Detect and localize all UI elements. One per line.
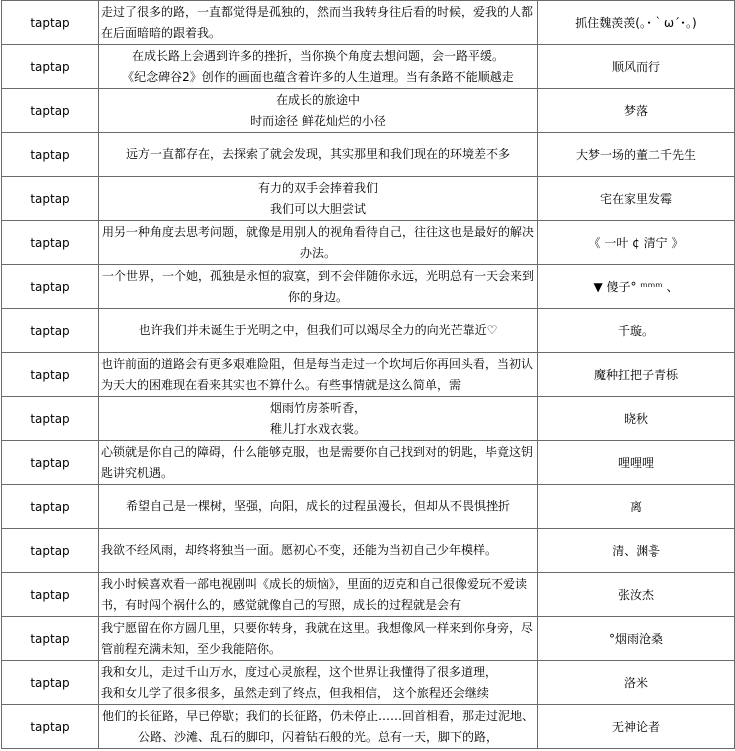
comment-line: 我小时候喜欢看一部电视剧叫《成长的烦恼》，里面的迈克和自己很像爱玩不爱读书，有时闯个祸什么的，感觉就像自己的写照，成长的过程就是会有 <box>101 576 528 612</box>
comment-cell <box>99 89 538 133</box>
author-cell: °烟雨沧桑 <box>538 617 735 661</box>
platform-cell: taptap <box>2 353 99 397</box>
comment-line: 我和女儿，走过千山万水，度过心灵旅程，这个世界让我懂得了很多道理， <box>101 664 498 679</box>
comment-text <box>101 46 535 88</box>
comment-cell <box>99 353 538 397</box>
comment-line: 希望自己是一棵树，坚强，向阳，成长的过程虽漫长，但却从不畏惧挫折 <box>125 499 510 513</box>
comment-text <box>101 496 535 517</box>
table-row <box>2 177 735 221</box>
table-row <box>2 441 735 485</box>
platform-cell: taptap <box>2 617 99 661</box>
comment-line: 走过了很多的路，一直都觉得是孤独的，然而当我转身往后看的时候，爱我的人都在后面暗暗的跟着我。 <box>101 4 534 40</box>
platform-cell: taptap <box>2 705 99 749</box>
comment-text <box>101 266 535 308</box>
comment-line: 在成长路上会遇到许多的挫折，当你换个角度去想问题，会一路平缓。 <box>131 48 504 63</box>
comment-text <box>101 178 535 220</box>
comment-cell <box>99 617 538 661</box>
comment-line: 我和女儿学了很多很多，虽然走到了终点，但我相信， 这个旅程还会继续 <box>101 685 489 700</box>
comment-cell <box>99 485 538 529</box>
comment-line: 在成长的旅途中 <box>275 92 360 107</box>
comment-text <box>101 662 535 704</box>
comment-text <box>101 222 535 264</box>
author-cell: 哩哩哩 <box>538 441 735 485</box>
comment-text <box>101 90 535 132</box>
table-row <box>2 265 735 309</box>
table-row <box>2 529 735 573</box>
platform-cell: taptap <box>2 89 99 133</box>
author-cell: 宅在家里发霉 <box>538 177 735 221</box>
platform-cell: taptap <box>2 661 99 705</box>
author-cell: 晓秋 <box>538 397 735 441</box>
platform-cell: taptap <box>2 529 99 573</box>
table-row <box>2 617 735 661</box>
table-row <box>2 309 735 353</box>
author-cell: 《 一叶 ¢ 清宁 》 <box>538 221 735 265</box>
platform-cell: taptap <box>2 441 99 485</box>
author-cell: ▼ 傻子° ᵐᵐᵐ 、 <box>538 265 735 309</box>
comment-text <box>101 354 535 396</box>
comment-line: 心锁就是你自己的障碍，什么能够克服，也是需要你自己找到对的钥匙，毕竟这钥匙讲究机遇。 <box>101 444 534 480</box>
comment-text <box>101 540 535 561</box>
platform-cell: taptap <box>2 397 99 441</box>
platform-cell: taptap <box>2 1 99 45</box>
table-row <box>2 133 735 177</box>
comment-line: 远方一直都存在，去探索了就会发现，其实那里和我们现在的环境差不多 <box>125 147 510 161</box>
platform-cell: taptap <box>2 45 99 89</box>
comment-line: 烟雨竹房茶听香， <box>269 400 366 415</box>
comment-line: 他们的长征路，早已停歇；我们的长征路，仍未停止……回首相看，那走过泥地、公路、沙滩、乱石的脚印，闪着钻石般的光。总有一天，脚下的路， <box>101 708 534 744</box>
comment-cell <box>99 309 538 353</box>
comment-line: 我们可以大胆尝试 <box>269 201 366 216</box>
comment-cell <box>99 45 538 89</box>
comment-line: 有力的双手会捧着我们 <box>257 180 378 195</box>
comment-line: 时而途径 鲜花灿烂的小径 <box>250 113 386 128</box>
comment-text <box>101 398 535 440</box>
author-cell: 大梦一场的董二千先生 <box>538 133 735 177</box>
comment-cell <box>99 705 538 749</box>
table-row <box>2 45 735 89</box>
author-cell: 清、渊흫 <box>538 529 735 573</box>
comment-cell <box>99 529 538 573</box>
platform-cell: taptap <box>2 309 99 353</box>
comment-line: 稚儿打水戏衣裳。 <box>269 421 366 436</box>
comments-table <box>1 0 735 749</box>
platform-cell: taptap <box>2 221 99 265</box>
author-cell: 顺风而行 <box>538 45 735 89</box>
table-row <box>2 89 735 133</box>
comment-cell <box>99 265 538 309</box>
comment-line: 用另一种角度去思考问题，就像是用别人的视角看待自己，往往这也是最好的解决办法。 <box>101 224 534 260</box>
platform-cell: taptap <box>2 133 99 177</box>
author-cell: 千璇。 <box>538 309 735 353</box>
author-cell: 魔种扛把子青栎 <box>538 353 735 397</box>
comment-cell <box>99 661 538 705</box>
comment-cell <box>99 177 538 221</box>
platform-cell: taptap <box>2 177 99 221</box>
comment-line: 也许我们并未诞生于光明之中，但我们可以竭尽全力的向光芒靠近♡ <box>138 323 498 337</box>
table-row <box>2 485 735 529</box>
table-row <box>2 705 735 749</box>
table-row <box>2 1 735 45</box>
table-row <box>2 661 735 705</box>
table-row <box>2 221 735 265</box>
author-cell: 洛米 <box>538 661 735 705</box>
comment-text <box>101 2 535 44</box>
comment-cell <box>99 573 538 617</box>
author-cell: 抓住魏羡羡(｡･｀ω´･｡) <box>538 1 735 45</box>
comment-line: 一个世界，一个她，孤独是永恒的寂寞，到不会伴随你永远，光明总有一天会来到你的身边。 <box>101 268 534 304</box>
comment-line: 《纪念碑谷2》创作的画面也蕴含着许多的人生道理。当有条路不能顺越走 <box>122 69 514 84</box>
comment-line: 我欲不经风雨，却终将独当一面。愿初心不变，还能为当初自己少年模样。 <box>101 543 498 557</box>
author-cell: 无神论者 <box>538 705 735 749</box>
comment-text <box>101 574 535 616</box>
comment-line: 我宁愿留在你方圆几里，只要你转身，我就在这里。我想像风一样来到你身旁，尽管前程充满未知，至少我能陪你。 <box>101 620 534 656</box>
comment-text <box>101 320 535 341</box>
table-row <box>2 397 735 441</box>
platform-cell: taptap <box>2 265 99 309</box>
platform-cell: taptap <box>2 573 99 617</box>
comment-cell <box>99 133 538 177</box>
table-row <box>2 573 735 617</box>
comment-text <box>101 618 535 660</box>
comment-cell <box>99 441 538 485</box>
author-cell: 张汝杰 <box>538 573 735 617</box>
comment-text <box>101 706 535 748</box>
platform-cell: taptap <box>2 485 99 529</box>
author-cell: 梦落 <box>538 89 735 133</box>
comment-cell <box>99 397 538 441</box>
comment-text <box>101 144 535 165</box>
comment-text <box>101 442 535 484</box>
comment-cell <box>99 221 538 265</box>
comment-line: 也许前面的道路会有更多艰难险阻，但是每当走过一个坎坷后你再回头看，当初认为天大的困难现在看来其实也不算什么。有些事情就是这么简单，需 <box>101 356 534 392</box>
comment-cell <box>99 1 538 45</box>
table-row <box>2 353 735 397</box>
author-cell: 离 <box>538 485 735 529</box>
